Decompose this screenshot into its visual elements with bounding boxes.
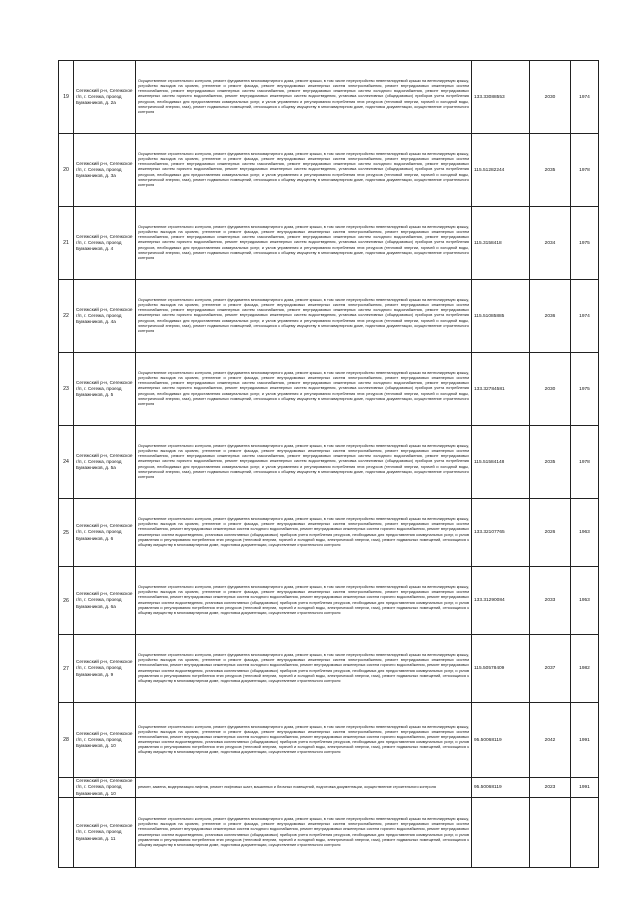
cadastral-cell: 133.33088553 [472, 61, 530, 134]
address-cell: Сегежский р-н, Сегежское г/п, г. Сегежа, проезд Бумажников, д. 10 [74, 703, 136, 778]
works-cell: Осуществление строительного контроля, ремонт фундамента многоквартирного дома, ремонт крыши, в том числе переустройство невентилируемой крыши на вентилируемую крышу, устройство выходов на кровлю, утепление и ремонт фасада, ремонт внутридомовых инженерных систем электроснабжения, ремонт внутридомовых инженерных систем теплоснабжения, ремонт внутридомовых инженерных систем газоснабжения, ремонт внутридомовых инженерных систем холодного водоснабжения, ремонт внутридомовых инженерных систем горячего водоснабжения, ремонт внутридомовых инженерных систем водоотведения, установка коллективных (общедомовых) приборов учета потребления ресурсов, необходимых для предоставления коммунальных услуг, и узлов управления и регулирования потребления этих ресурсов (тепловой энергии, горячей и холодной воды, электрической энергии, газа), ремонт подвальных помещений, относящихся к общему имуществу в многоквартирном доме, подготовка документации, осуществление строительного контроля [136, 134, 472, 207]
year-built-cell: 1963 [571, 499, 599, 567]
year-built-cell: 1991 [571, 703, 599, 778]
year-built-cell: 1978 [571, 426, 599, 499]
table-row [59, 280, 599, 353]
works-cell: Осуществление строительного контроля, ремонт фундамента многоквартирного дома, ремонт крыши, в том числе переустройство невентилируемой крыши на вентилируемую крышу, устройство выходов на кровлю, утепление и ремонт фасада, ремонт внутридомовых инженерных систем электроснабжения, ремонт внутридомовых инженерных систем теплоснабжения, ремонт внутридомовых инженерных систем холодного водоснабжения, ремонт внутридомовых инженерных систем горячего водоснабжения, ремонт внутридомовых инженерных систем водоотведения, установка коллективных (общедомовых) приборов учета потребления ресурсов, необходимых для предоставления коммунальных услуг, и узлов управления и регулирования потребления этих ресурсов (тепловой энергии, горячей и холодной воды, электрической энергии, газа), ремонт подвальных помещений, относящихся к общему имуществу в многоквартирном доме, подготовка документации, осуществление строительного контроля [136, 567, 472, 635]
address-cell: Сегежский р-н, Сегежское г/п, г. Сегежа, проезд Бумажников, д. 6а [74, 567, 136, 635]
address-cell: Сегежский р-н, Сегежское г/п, г. Сегежа, проезд Бумажников, д. 4 [74, 207, 136, 280]
cadastral-cell: 115.51584148 [472, 426, 530, 499]
row-number: 28 [59, 703, 74, 778]
row-number: 23 [59, 353, 74, 426]
year-built-cell: 1974 [571, 280, 599, 353]
cadastral-cell: 95.50068119 [472, 778, 530, 798]
works-cell: Осуществление строительного контроля, ремонт фундамента многоквартирного дома, ремонт крыши, в том числе переустройство невентилируемой крыши на вентилируемую крышу, устройство выходов на кровлю, утепление и ремонт фасада, ремонт внутридомовых инженерных систем электроснабжения, ремонт внутридомовых инженерных систем теплоснабжения, ремонт внутридомовых инженерных систем холодного водоснабжения, ремонт внутридомовых инженерных систем горячего водоснабжения, ремонт внутридомовых инженерных систем водоотведения, установка коллективных (общедомовых) приборов учета потребления ресурсов, необходимых для предоставления коммунальных услуг, и узлов управления и регулирования потребления этих ресурсов (тепловой энергии, горячей и холодной воды, электрической энергии, газа), ремонт подвальных помещений, относящихся к общему имуществу в многоквартирном доме, подготовка документации, осуществление строительного контроля [136, 499, 472, 567]
year-built-cell: 1975 [571, 207, 599, 280]
table-row [59, 207, 599, 280]
cadastral-cell: 115.51085885 [472, 280, 530, 353]
works-cell: Осуществление строительного контроля, ремонт фундамента многоквартирного дома, ремонт крыши, в том числе переустройство невентилируемой крыши на вентилируемую крышу, устройство выходов на кровлю, утепление и ремонт фасада, ремонт внутридомовых инженерных систем электроснабжения, ремонт внутридомовых инженерных систем теплоснабжения, ремонт внутридомовых инженерных систем газоснабжения, ремонт внутридомовых инженерных систем холодного водоснабжения, ремонт внутридомовых инженерных систем горячего водоснабжения, ремонт внутридомовых инженерных систем водоотведения, установка коллективных (общедомовых) приборов учета потребления ресурсов, необходимых для предоставления коммунальных услуг, и узлов управления и регулирования потребления этих ресурсов (тепловой энергии, горячей и холодной воды, электрической энергии, газа), ремонт подвальных помещений, относящихся к общему имуществу в многоквартирном доме, подготовка документации, осуществление строительного контроля [136, 280, 472, 353]
cadastral-cell: 95.50068119 [472, 703, 530, 778]
cadastral-cell: 133.32784581 [472, 353, 530, 426]
year-plan-cell: 2036 [530, 280, 571, 353]
row-number: 20 [59, 134, 74, 207]
works-cell: Осуществление строительного контроля, ремонт фундамента многоквартирного дома, ремонт крыши, в том числе переустройство невентилируемой крыши на вентилируемую крышу, устройство выходов на кровлю, утепление и ремонт фасада, ремонт внутридомовых инженерных систем электроснабжения, ремонт внутридомовых инженерных систем теплоснабжения, ремонт внутридомовых инженерных систем холодного водоснабжения, ремонт внутридомовых инженерных систем горячего водоснабжения, ремонт внутридомовых инженерных систем водоотведения, установка коллективных (общедомовых) приборов учета потребления ресурсов, необходимых для предоставления коммунальных услуг, и узлов управления и регулирования потребления этих ресурсов (тепловой энергии, горячей и холодной воды, электрической энергии, газа), ремонт подвальных помещений, относящихся к общему имуществу в многоквартирном доме, подготовка документации, осуществление строительного контроля [136, 798, 472, 868]
table-row [59, 778, 599, 798]
cadastral-cell: 115.50578409 [472, 635, 530, 703]
table-row [59, 703, 599, 778]
year-plan-cell: 2023 [530, 778, 571, 798]
table-row [59, 353, 599, 426]
cadastral-cell: 115.51282244 [472, 134, 530, 207]
year-built-cell: 1974 [571, 61, 599, 134]
year-built-cell [571, 798, 599, 868]
cadastral-cell: 133.32107765 [472, 499, 530, 567]
year-plan-cell: 2026 [530, 499, 571, 567]
year-plan-cell: 2035 [530, 426, 571, 499]
year-built-cell: 1953 [571, 567, 599, 635]
row-number [59, 798, 74, 868]
row-number: 24 [59, 426, 74, 499]
year-plan-cell [530, 798, 571, 868]
address-cell: Сегежский р-н, Сегежское г/п, г. Сегежа, проезд Бумажников, д. 9 [74, 635, 136, 703]
address-cell: Сегежский р-н, Сегежское г/п, г. Сегежа, проезд Бумажников, д. 3а [74, 134, 136, 207]
works-cell: Осуществление строительного контроля, ремонт фундамента многоквартирного дома, ремонт крыши, в том числе переустройство невентилируемой крыши на вентилируемую крышу, устройство выходов на кровлю, утепление и ремонт фасада, ремонт внутридомовых инженерных систем электроснабжения, ремонт внутридомовых инженерных систем теплоснабжения, ремонт внутридомовых инженерных систем холодного водоснабжения, ремонт внутридомовых инженерных систем горячего водоснабжения, ремонт внутридомовых инженерных систем водоотведения, установка коллективных (общедомовых) приборов учета потребления ресурсов, необходимых для предоставления коммунальных услуг, и узлов управления и регулирования потребления этих ресурсов (тепловой энергии, горячей и холодной воды, электрической энергии, газа), ремонт подвальных помещений, относящихся к общему имуществу в многоквартирном доме, подготовка документации, осуществление строительного контроля [136, 635, 472, 703]
year-plan-cell: 2037 [530, 635, 571, 703]
table-row [59, 499, 599, 567]
row-number: 19 [59, 61, 74, 134]
address-cell: Сегежский р-н, Сегежское г/п, г. Сегежа, проезд Бумажников, д. 10 [74, 778, 136, 798]
address-cell: Сегежский р-н, Сегежское г/п, г. Сегежа, проезд Бумажников, д. 2а [74, 61, 136, 134]
address-cell: Сегежский р-н, Сегежское г/п, г. Сегежа, проезд Бумажников, д. 5 [74, 353, 136, 426]
address-cell: Сегежский р-н, Сегежское г/п, г. Сегежа, проезд Бумажников, д. 5а [74, 426, 136, 499]
year-built-cell: 1991 [571, 778, 599, 798]
year-plan-cell: 2030 [530, 353, 571, 426]
works-cell: Осуществление строительного контроля, ремонт фундамента многоквартирного дома, ремонт крыши, в том числе переустройство невентилируемой крыши на вентилируемую крышу, устройство выходов на кровлю, утепление и ремонт фасада, ремонт внутридомовых инженерных систем электроснабжения, ремонт внутридомовых инженерных систем теплоснабжения, ремонт внутридомовых инженерных систем холодного водоснабжения, ремонт внутридомовых инженерных систем горячего водоснабжения, ремонт внутридомовых инженерных систем водоотведения, установка коллективных (общедомовых) приборов учета потребления ресурсов, необходимых для предоставления коммунальных услуг, и узлов управления и регулирования потребления этих ресурсов (тепловой энергии, горячей и холодной воды, электрической энергии, газа), ремонт подвальных помещений, относящихся к общему имуществу в многоквартирном доме, подготовка документации, осуществление строительного контроля [136, 703, 472, 778]
year-plan-cell: 2030 [530, 61, 571, 134]
works-cell: Осуществление строительного контроля, ремонт фундамента многоквартирного дома, ремонт крыши, в том числе переустройство невентилируемой крыши на вентилируемую крышу, устройство выходов на кровлю, утепление и ремонт фасада, ремонт внутридомовых инженерных систем электроснабжения, ремонт внутридомовых инженерных систем теплоснабжения, ремонт внутридомовых инженерных систем газоснабжения, ремонт внутридомовых инженерных систем холодного водоснабжения, ремонт внутридомовых инженерных систем горячего водоснабжения, ремонт внутридомовых инженерных систем водоотведения, установка коллективных (общедомовых) приборов учета потребления ресурсов, необходимых для предоставления коммунальных услуг, и узлов управления и регулирования потребления этих ресурсов (тепловой энергии, горячей и холодной воды, электрической энергии, газа), ремонт подвальных помещений, относящихся к общему имуществу в многоквартирном доме, подготовка документации, осуществление строительного контроля [136, 207, 472, 280]
table-row [59, 426, 599, 499]
works-cell: Осуществление строительного контроля, ремонт фундамента многоквартирного дома, ремонт крыши, в том числе переустройство невентилируемой крыши на вентилируемую крышу, устройство выходов на кровлю, утепление и ремонт фасада, ремонт внутридомовых инженерных систем электроснабжения, ремонт внутридомовых инженерных систем теплоснабжения, ремонт внутридомовых инженерных систем газоснабжения, ремонт внутридомовых инженерных систем холодного водоснабжения, ремонт внутридомовых инженерных систем горячего водоснабжения, ремонт внутридомовых инженерных систем водоотведения, установка коллективных (общедомовых) приборов учета потребления ресурсов, необходимых для предоставления коммунальных услуг, и узлов управления и регулирования потребления этих ресурсов (тепловой энергии, горячей и холодной воды, электрической энергии, газа), ремонт подвальных помещений, относящихся к общему имуществу в многоквартирном доме, подготовка документации, осуществление строительного контроля [136, 426, 472, 499]
address-cell: Сегежский р-н, Сегежское г/п, г. Сегежа, проезд Бумажников, д. 4а [74, 280, 136, 353]
row-number: 22 [59, 280, 74, 353]
year-plan-cell: 2033 [530, 567, 571, 635]
row-number [59, 778, 74, 798]
works-table [58, 60, 599, 868]
table-row [59, 798, 599, 868]
year-plan-cell: 2034 [530, 207, 571, 280]
row-number: 25 [59, 499, 74, 567]
row-number: 26 [59, 567, 74, 635]
document-page [58, 60, 590, 868]
year-built-cell: 1975 [571, 353, 599, 426]
cadastral-cell: 133.31290084 [472, 567, 530, 635]
table-row [59, 61, 599, 134]
table-row [59, 134, 599, 207]
works-cell: Осуществление строительного контроля, ремонт фундамента многоквартирного дома, ремонт крыши, в том числе переустройство невентилируемой крыши на вентилируемую крышу, устройство выходов на кровлю, утепление и ремонт фасада, ремонт внутридомовых инженерных систем электроснабжения, ремонт внутридомовых инженерных систем теплоснабжения, ремонт внутридомовых инженерных систем газоснабжения, ремонт внутридомовых инженерных систем холодного водоснабжения, ремонт внутридомовых инженерных систем горячего водоснабжения, ремонт внутридомовых инженерных систем водоотведения, установка коллективных (общедомовых) приборов учета потребления ресурсов, необходимых для предоставления коммунальных услуг, и узлов управления и регулирования потребления этих ресурсов (тепловой энергии, горячей и холодной воды, электрической энергии, газа), ремонт подвальных помещений, относящихся к общему имуществу в многоквартирном доме, подготовка документации, осуществление строительного контроля [136, 353, 472, 426]
table-row [59, 635, 599, 703]
cadastral-cell [472, 798, 530, 868]
row-number: 27 [59, 635, 74, 703]
year-plan-cell: 2035 [530, 134, 571, 207]
year-built-cell: 1978 [571, 134, 599, 207]
works-cell: Осуществление строительного контроля, ремонт фундамента многоквартирного дома, ремонт крыши, в том числе переустройство невентилируемой крыши на вентилируемую крышу, устройство выходов на кровлю, утепление и ремонт фасада, ремонт внутридомовых инженерных систем электроснабжения, ремонт внутридомовых инженерных систем теплоснабжения, ремонт внутридомовых инженерных систем газоснабжения, ремонт внутридомовых инженерных систем холодного водоснабжения, ремонт внутридомовых инженерных систем горячего водоснабжения, ремонт внутридомовых инженерных систем водоотведения, установка коллективных (общедомовых) приборов учета потребления ресурсов, необходимых для предоставления коммунальных услуг, и узлов управления и регулирования потребления этих ресурсов (тепловой энергии, горячей и холодной воды, электрической энергии, газа), ремонт подвальных помещений, относящихся к общему имуществу в многоквартирном доме, подготовка документации, осуществление строительного контроля [136, 61, 472, 134]
address-cell: Сегежский р-н, Сегежское г/п, г. Сегежа, проезд Бумажников, д. 11 [74, 798, 136, 868]
works-cell: ремонт, замена, модернизация лифтов, ремонт лифтовых шахт, машинных и блочных помещений, подготовка документации, осуществление строительного контроля [136, 778, 472, 798]
year-plan-cell: 2042 [530, 703, 571, 778]
year-built-cell: 1982 [571, 635, 599, 703]
row-number: 21 [59, 207, 74, 280]
address-cell: Сегежский р-н, Сегежское г/п, г. Сегежа, проезд Бумажников, д. 6 [74, 499, 136, 567]
cadastral-cell: 115.3158418 [472, 207, 530, 280]
table-row [59, 567, 599, 635]
